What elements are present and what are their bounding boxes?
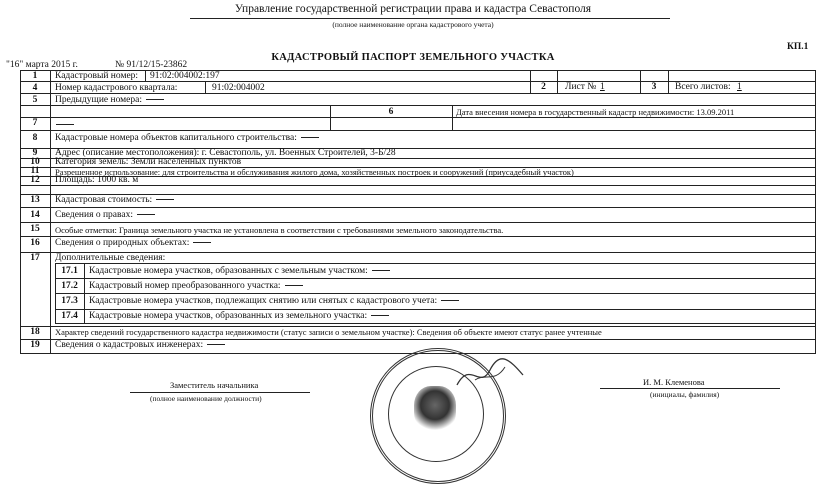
row-num-6: 6 bbox=[388, 107, 394, 117]
total-sheets-value: 1 bbox=[737, 82, 742, 92]
form-code: КП.1 bbox=[787, 42, 809, 52]
row-num-9: 9 bbox=[32, 148, 38, 158]
cadastral-number-value: 91:02:004002:197 bbox=[150, 71, 220, 81]
coat-of-arms-icon bbox=[414, 386, 456, 434]
row-num-10: 10 bbox=[30, 157, 40, 167]
row-num-17: 17 bbox=[30, 253, 40, 263]
signer-name: И. М. Клеменова bbox=[643, 377, 705, 387]
row-num-11: 11 bbox=[30, 166, 40, 176]
formed-with-label: Кадастровые номера участков, образованных с земельным участком: bbox=[89, 266, 390, 276]
document-date: "16" марта 2015 г. bbox=[6, 60, 78, 70]
row-num-19: 19 bbox=[30, 340, 40, 350]
additional-info-label: Дополнительные сведения: bbox=[55, 253, 166, 263]
record-status: Характер сведений государственного кадастра недвижимости (статус записи о земельном участке): Сведения об объекте имеют статус ранее учтенные bbox=[55, 327, 602, 337]
row-num-13: 13 bbox=[30, 195, 40, 205]
row-num-15: 15 bbox=[30, 224, 40, 234]
natural-objects-label: Сведения о природных объектах: bbox=[55, 238, 211, 248]
signer-position: Заместитель начальника bbox=[170, 380, 259, 390]
engineers-label: Сведения о кадастровых инженерах: bbox=[55, 340, 225, 350]
removed-parcels-label: Кадастровые номера участков, подлежащих снятию или снятых с кадастрового учета: bbox=[89, 296, 459, 306]
row-num-5: 5 bbox=[32, 95, 38, 105]
row-num-1: 1 bbox=[32, 71, 38, 81]
signer-name-caption: (инициалы, фамилия) bbox=[650, 390, 720, 399]
sheet-value: 1 bbox=[600, 82, 605, 92]
formed-from-label: Кадастровые номера участков, образованных из земельного участка: bbox=[89, 311, 389, 321]
total-sheets-label: Всего листов: bbox=[675, 82, 731, 92]
row-num-17-1: 17.1 bbox=[61, 266, 78, 276]
permitted-use: Разрешенное использование: для строительства и обслуживания жилого дома, хозяйственных построек и сооружений (приусадебный участок) bbox=[55, 167, 574, 177]
agency-caption: (полное наименование органа кадастрового учета) bbox=[332, 20, 494, 29]
capital-objects-label: Кадастровые номера объектов капитального строительства: bbox=[55, 133, 319, 143]
agency-name: Управление государственной регистрации права и кадастра Севастополя bbox=[234, 3, 592, 15]
row-num-7: 7 bbox=[32, 118, 38, 128]
document-title: КАДАСТРОВЫЙ ПАСПОРТ ЗЕМЕЛЬНОГО УЧАСТКА bbox=[271, 52, 555, 63]
row-num-17-4: 17.4 bbox=[61, 311, 78, 321]
cadastral-number-label: Кадастровый номер: bbox=[55, 71, 139, 81]
land-category: Категория земель: Земли населенных пунктов bbox=[55, 157, 242, 167]
row-num-17-2: 17.2 bbox=[61, 281, 78, 291]
row-num-12: 12 bbox=[30, 175, 40, 185]
row-num-2: 2 bbox=[541, 82, 546, 92]
row-num-17-3: 17.3 bbox=[61, 296, 78, 306]
row-num-8: 8 bbox=[32, 133, 38, 143]
sheet-label: Лист № bbox=[565, 82, 597, 92]
row-num-14: 14 bbox=[30, 210, 40, 220]
row-num-3: 3 bbox=[651, 82, 657, 92]
address-text: Адрес (описание местоположения): г. Севастополь, ул. Военных Строителей, 3-Б/28 bbox=[55, 148, 396, 158]
quarter-number-label: Номер кадастрового квартала: bbox=[55, 83, 178, 93]
special-notes: Особые отметки: Граница земельного участка не установлена в соответствии с требованиями земельного законодательства. bbox=[55, 225, 504, 235]
transformed-parcel-label: Кадастровый номер преобразованного участка: bbox=[89, 281, 303, 291]
row-num-16: 16 bbox=[30, 238, 40, 248]
cadastral-value-label: Кадастровая стоимость: bbox=[55, 195, 174, 205]
number-entry-date: Дата внесения номера в государственный кадастр недвижимости: 13.09.2011 bbox=[456, 107, 735, 117]
area-text: Площадь: 1000 кв. м bbox=[55, 175, 139, 185]
row-num-4: 4 bbox=[32, 83, 38, 93]
row-7-dash bbox=[56, 124, 74, 125]
quarter-number-value: 91:02:004002 bbox=[212, 83, 265, 93]
signer-position-caption: (полное наименование должности) bbox=[150, 394, 262, 403]
rights-label: Сведения о правах: bbox=[55, 210, 155, 220]
row-num-18: 18 bbox=[30, 327, 40, 337]
previous-numbers-label: Предыдущие номера: bbox=[55, 95, 164, 105]
signature-icon bbox=[455, 355, 525, 395]
document-number: № 91/12/15-23862 bbox=[115, 60, 188, 70]
